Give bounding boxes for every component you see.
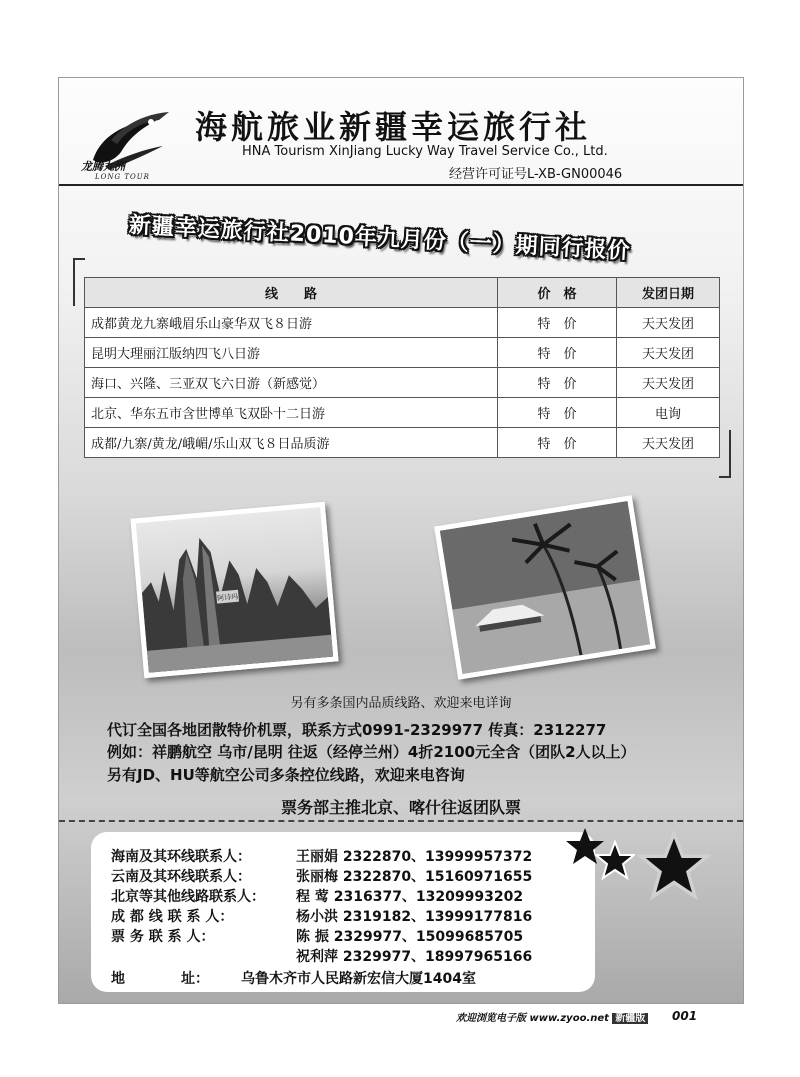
price-cell: 特 价 [498, 428, 617, 458]
contact-label: 成 都 线 联 系 人： [111, 909, 234, 925]
table-row [85, 398, 720, 428]
contact-label: 云南及其环线联系人： [111, 869, 251, 885]
route-cell: 成都/九寨/黄龙/峨嵋/乐山双飞８日品质游 [85, 428, 498, 458]
column-header-route: 线 路 [85, 278, 498, 308]
contact-row [111, 846, 532, 866]
column-header-price: 价 格 [498, 278, 617, 308]
price-cell: 特 价 [498, 398, 617, 428]
route-cell: 昆明大理丽江版纳四飞八日游 [85, 338, 498, 368]
column-header-date: 发团日期 [617, 278, 720, 308]
contact-row [111, 866, 532, 886]
price-cell: 特 价 [498, 308, 617, 338]
date-cell: 天天发团 [617, 338, 720, 368]
stone-forest-photo [130, 502, 338, 678]
date-cell: 天天发团 [617, 308, 720, 338]
group-tickets-text: 票务部主推北京、喀什往返团队票 [280, 798, 521, 817]
star-icon [595, 840, 635, 880]
stone-forest-illustration [136, 507, 333, 673]
date-cell: 天天发团 [617, 428, 720, 458]
airline-lines-text: 另有JD、HU等航空公司多条控位线路，欢迎来电咨询 [107, 766, 465, 784]
contact-row [111, 946, 532, 966]
price-cell: 特 价 [498, 368, 617, 398]
contact-value: 程 莺 2316377、13209993202 [296, 889, 524, 905]
contact-value: 乌鲁木齐市人民路新宏信大厦1404室 [241, 971, 476, 987]
beach-photo [434, 495, 656, 679]
contact-row [111, 968, 476, 988]
footer-site-link[interactable]: www.zyoo.net [529, 1013, 609, 1024]
date-cell: 天天发团 [617, 368, 720, 398]
contact-row [111, 906, 532, 926]
ticket-booking-text: 代订全国各地团散特价机票，联系方式0991-2329977 传真：2312277 [107, 721, 607, 739]
date-cell: 电询 [617, 398, 720, 428]
route-cell: 成都黄龙九寨峨眉乐山豪华双飞８日游 [85, 308, 498, 338]
contact-box [91, 832, 595, 992]
flight-example-text: 例如：祥鹏航空 乌市/昆明 往返（经停兰州）4折2100元全含（团队2人以上） [107, 743, 636, 761]
photo-sign: 阿诗玛 [216, 592, 239, 603]
contact-value: 祝利萍 2329977、18997965166 [296, 949, 533, 965]
table-row [85, 308, 720, 338]
contact-value: 王丽娟 2322870、13999957372 [296, 849, 533, 865]
price-cell: 特 价 [498, 338, 617, 368]
logo-english-name: LONG TOUR [95, 173, 150, 181]
table-row [85, 428, 720, 458]
cut-line [59, 820, 743, 822]
table-row [85, 338, 720, 368]
route-cell: 北京、华东五市含世博单飞双卧十二日游 [85, 398, 498, 428]
contact-row [111, 926, 523, 946]
company-name-english: HNA Tourism XinJiang Lucky Way Travel Service Co., Ltd. [242, 144, 608, 159]
footer-edition-tag: 新疆版 [612, 1013, 648, 1024]
flyer-page [58, 77, 744, 1004]
footer-prefix: 欢迎浏览电子版 [456, 1013, 526, 1024]
contact-row [111, 886, 523, 906]
footer-web-note [456, 1009, 648, 1024]
contact-value: 陈 振 2329977、15099685705 [296, 929, 524, 945]
table-header-row [85, 278, 720, 308]
logo-chinese-name: 龙腾九洲 [81, 160, 125, 173]
contact-value: 张丽梅 2322870、15160971655 [296, 869, 533, 885]
table-row [85, 368, 720, 398]
headline: 新疆幸运旅行社2010年九月份（一）期同行报价 [128, 213, 632, 265]
contact-value: 杨小洪 2319182、13999177816 [296, 909, 533, 925]
contact-label: 票 务 联 系 人： [111, 929, 215, 945]
page-number: 001 [672, 1009, 698, 1023]
license-number: 经营许可证号L-XB-GN00046 [449, 167, 623, 182]
star-icon [637, 830, 711, 900]
contact-label: 海南及其环线联系人： [111, 849, 251, 865]
contact-label: 北京等其他线路联系人： [111, 889, 265, 905]
price-table [84, 277, 720, 458]
table-bracket-right [719, 430, 731, 478]
company-name-chinese: 海航旅业新疆幸运旅行社 [195, 108, 592, 146]
more-routes-text: 另有多条国内品质线路、欢迎来电详询 [290, 696, 512, 711]
beach-illustration [440, 501, 650, 674]
route-cell: 海口、兴隆、三亚双飞六日游（新感觉） [85, 368, 498, 398]
contact-label: 地 址： [111, 971, 209, 987]
header-divider [59, 184, 743, 186]
